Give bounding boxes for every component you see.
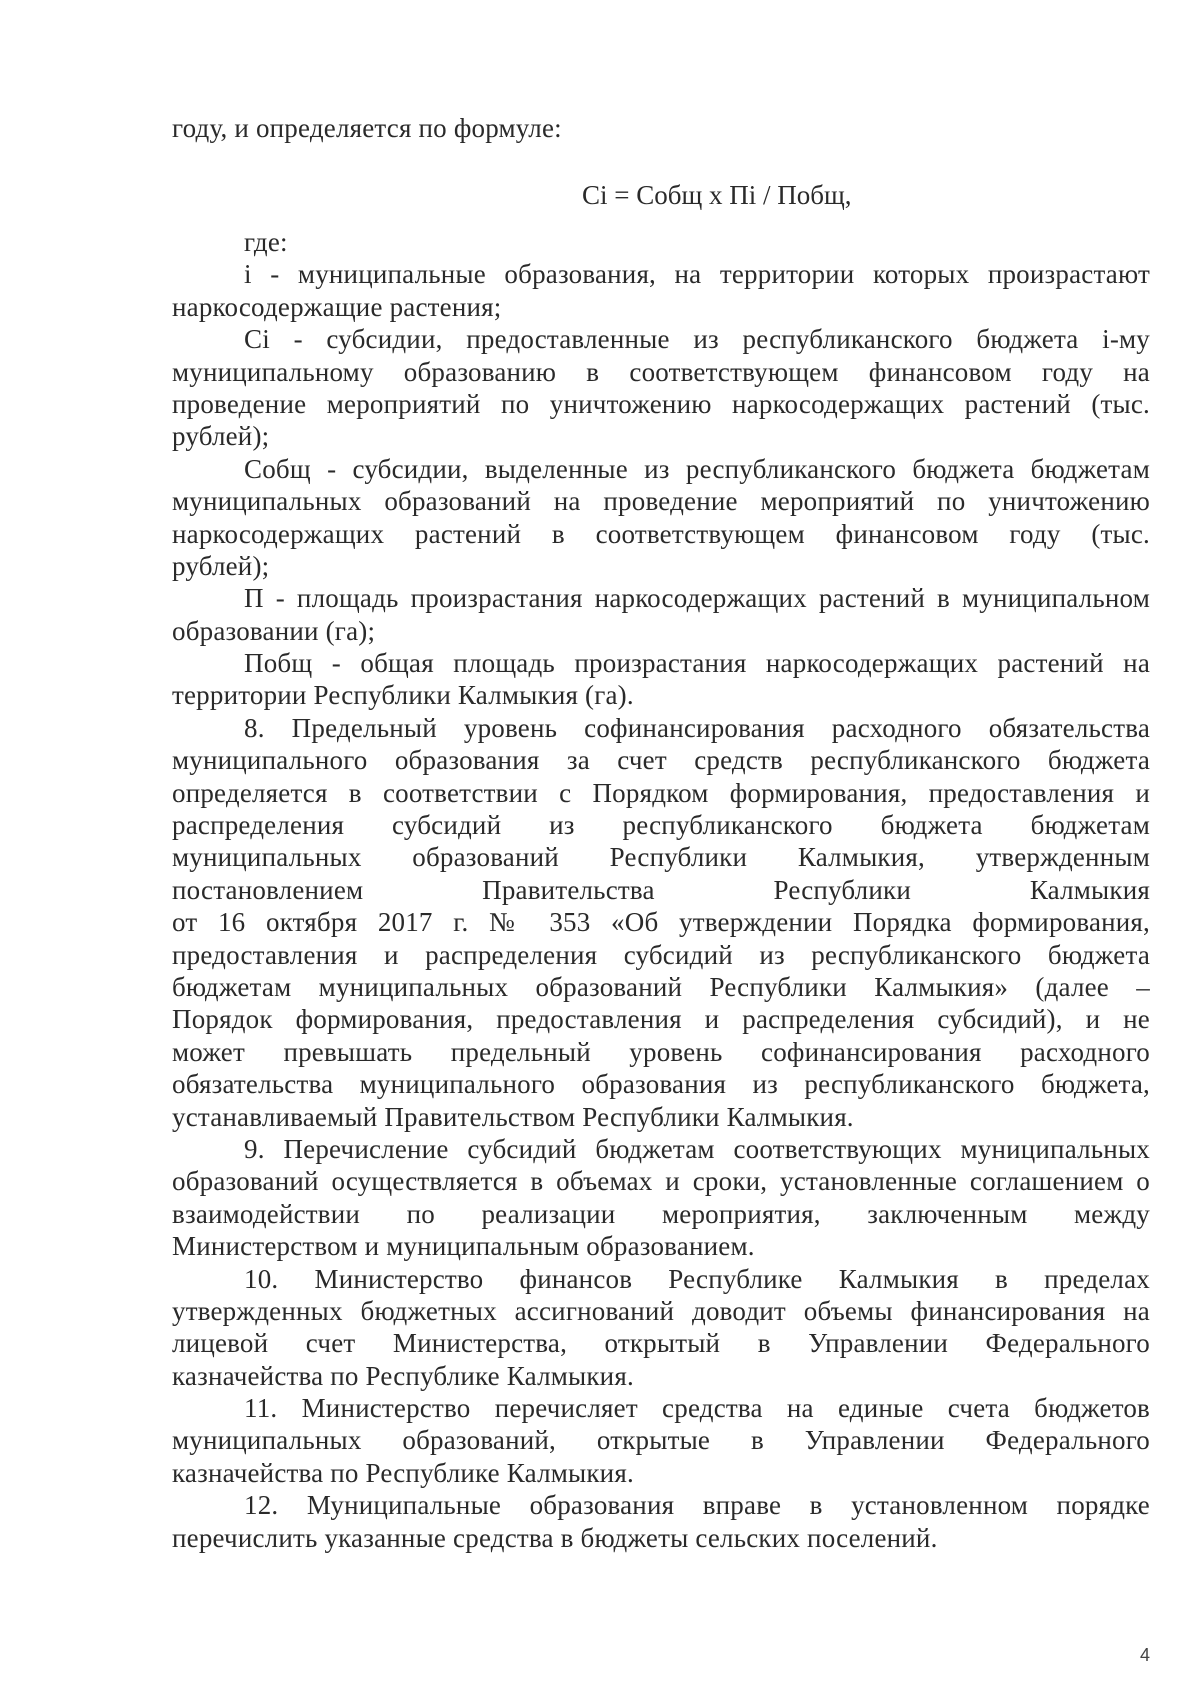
- text-line: 12. Муниципальные образования вправе в установленном порядке: [244, 1490, 1150, 1521]
- text-line: наркосодержащих растений в соответствующем финансовом году (тыс.: [172, 518, 1150, 549]
- text-line: распределения субсидий из республиканского бюджета бюджетам: [172, 810, 1150, 841]
- text-line: утвержденных бюджетных ассигнований доводит объемы финансирования на: [172, 1295, 1150, 1326]
- text-line: казначейства по Республике Калмыкия.: [172, 1457, 634, 1488]
- text-line: 11. Министерство перечисляет средства на единые счета бюджетов: [244, 1393, 1150, 1424]
- text-line: определяется в соответствии с Порядком формирования, предоставления и: [172, 777, 1150, 808]
- text-line: муниципальных образований Республики Калмыкия, утвержденным: [172, 842, 1150, 873]
- intro-text: [172, 112, 1150, 144]
- text-line: 9. Перечисление субсидий бюджетам соответствующих муниципальных: [244, 1133, 1150, 1164]
- text-line: где:: [244, 227, 288, 257]
- text-line: территории Республики Калмыкия (га).: [172, 680, 634, 711]
- text-line: i - муниципальные образования, на территории которых произрастают: [244, 259, 1150, 290]
- text-line: 10. Министерство финансов Республике Калмыкия в пределах: [244, 1263, 1150, 1294]
- text-line: наркосодержащие растения;: [172, 291, 502, 322]
- text-line: казначейства по Республике Калмыкия.: [172, 1360, 634, 1391]
- page-number: 4: [1139, 1645, 1150, 1665]
- text-line: муниципальных образований на проведение мероприятий по уничтожению: [172, 486, 1150, 517]
- text-line: Министерством и муниципальным образованием.: [172, 1231, 755, 1262]
- text-line: постановлением Правительства Республики Калмыкия: [172, 874, 1150, 905]
- text-line: Порядок формирования, предоставления и распределения субсидий), и не: [172, 1004, 1150, 1035]
- text-line: 8. Предельный уровень софинансирования расходного обязательства: [244, 712, 1150, 743]
- text-line: образовании (га);: [172, 615, 376, 646]
- text-line: муниципальному образованию в соответствующем финансовом году на: [172, 356, 1150, 387]
- body-text: [172, 226, 1150, 1554]
- text-line: проведение мероприятий по уничтожению наркосодержащих растений (тыс.: [172, 388, 1150, 419]
- text-line: может превышать предельный уровень софинансирования расходного: [172, 1036, 1150, 1067]
- text-line: Ci - субсидии, предоставленные из республиканского бюджета i-му: [244, 324, 1150, 355]
- text-line: рублей);: [172, 550, 270, 581]
- text-line: обязательства муниципального образования из республиканского бюджета,: [172, 1069, 1150, 1100]
- text-line: муниципальных образований, открытые в Управлении Федерального: [172, 1425, 1150, 1456]
- text-line: устанавливаемый Правительством Республики Калмыкия.: [172, 1101, 854, 1132]
- text-line: образований осуществляется в объемах и сроки, установленные соглашением о: [172, 1166, 1150, 1197]
- text-line: перечислить указанные средства в бюджеты сельских поселений.: [172, 1522, 938, 1553]
- text-line: от 16 октября 2017 г. № 353 «Об утверждении Порядка формирования,: [172, 907, 1150, 938]
- intro-line: году, и определяется по формуле:: [172, 113, 562, 143]
- text-line: взаимодействии по реализации мероприятия, заключенным между: [172, 1198, 1150, 1229]
- text-line: Побщ - общая площадь произрастания наркосодержащих растений на: [244, 648, 1150, 679]
- text-line: Собщ - субсидии, выделенные из республиканского бюджета бюджетам: [244, 453, 1150, 484]
- text-line: бюджетам муниципальных образований Республики Калмыкия» (далее –: [172, 971, 1150, 1002]
- text-line: лицевой счет Министерства, открытый в Управлении Федерального: [172, 1328, 1150, 1359]
- text-line: рублей);: [172, 421, 270, 452]
- formula: Ci = Собщ x Пi / Побщ,: [582, 180, 852, 210]
- text-line: П - площадь произрастания наркосодержащих растений в муниципальном: [244, 583, 1150, 614]
- text-line: предоставления и распределения субсидий из республиканского бюджета: [172, 939, 1150, 970]
- text-line: муниципального образования за счет средств республиканского бюджета: [172, 745, 1150, 776]
